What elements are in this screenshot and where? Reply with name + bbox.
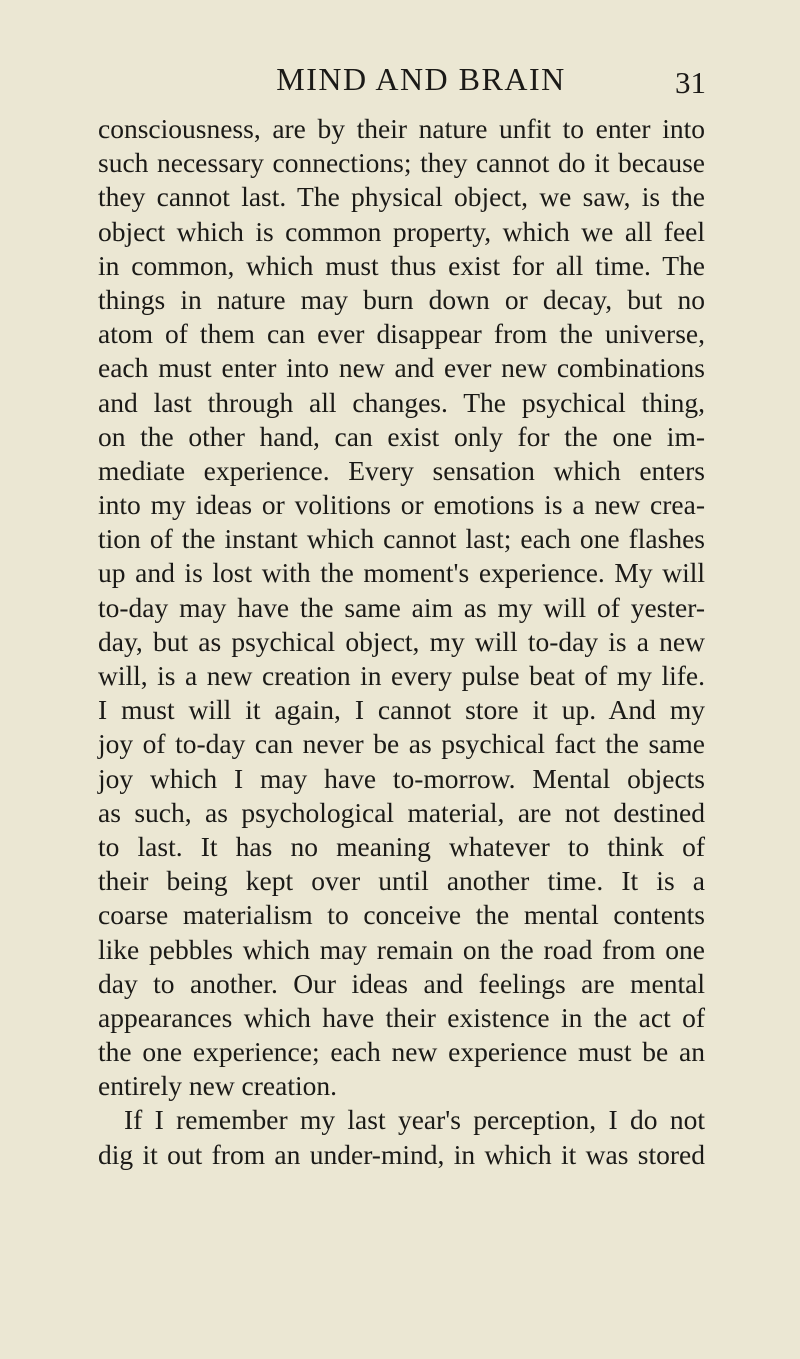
- page-number: 31: [675, 65, 706, 100]
- text-line: atom of them can ever disappear from the universe,: [98, 318, 705, 350]
- text-line: object which is common property, which we all feel: [98, 215, 705, 247]
- text-line: entirely new creation.: [98, 1070, 337, 1102]
- text-line: each must enter into new and ever new combinations: [98, 352, 705, 384]
- running-title: MIND AND BRAIN: [276, 61, 566, 97]
- text-line: their being kept over until another time. It is a: [98, 865, 705, 897]
- text-line: appearances which have their existence in the act of: [98, 1001, 705, 1033]
- text-line: day to another. Our ideas and feelings are mental: [98, 967, 705, 999]
- text-line: in common, which must thus exist for all time. The: [98, 249, 705, 281]
- text-line: the one experience; each new experience must be an: [98, 1036, 705, 1068]
- text-line: on the other hand, can exist only for the one im-: [98, 420, 705, 452]
- text-line: If I remember my last year's perception, I do not: [124, 1104, 705, 1136]
- text-line: up and is lost with the moment's experience. My will: [98, 557, 705, 589]
- text-line: joy which I may have to-morrow. Mental objects: [98, 762, 705, 794]
- text-line: dig it out from an under-mind, in which it was stored: [98, 1138, 705, 1170]
- text-line: mediate experience. Every sensation which enters: [98, 454, 705, 486]
- text-line: to-day may have the same aim as my will of yester-: [98, 591, 705, 623]
- text-line: such necessary connections; they cannot do it because: [98, 147, 705, 179]
- body-text: [98, 112, 705, 1172]
- text-line: to last. It has no meaning whatever to think of: [98, 830, 705, 862]
- page-header: [96, 58, 706, 100]
- text-line: coarse materialism to conceive the mental contents: [98, 899, 705, 931]
- text-line: things in nature may burn down or decay, but no: [98, 283, 705, 315]
- text-line: consciousness, are by their nature unfit to enter into: [98, 113, 705, 144]
- text-line: they cannot last. The physical object, we saw, is the: [98, 181, 705, 213]
- text-line: will, is a new creation in every pulse beat of my life.: [98, 660, 705, 691]
- text-line: joy of to-day can never be as psychical fact the same: [98, 728, 705, 760]
- text-line: day, but as psychical object, my will to-day is a new: [98, 625, 705, 657]
- text-line: into my ideas or volitions or emotions is a new crea-: [98, 489, 705, 521]
- text-line: tion of the instant which cannot last; each one flashes: [98, 523, 705, 555]
- text-line: as such, as psychological material, are not destined: [98, 796, 705, 828]
- text-line: like pebbles which may remain on the road from one: [98, 933, 705, 965]
- text-line: and last through all changes. The psychical thing,: [98, 386, 705, 418]
- text-line: I must will it again, I cannot store it up. And my: [98, 694, 705, 726]
